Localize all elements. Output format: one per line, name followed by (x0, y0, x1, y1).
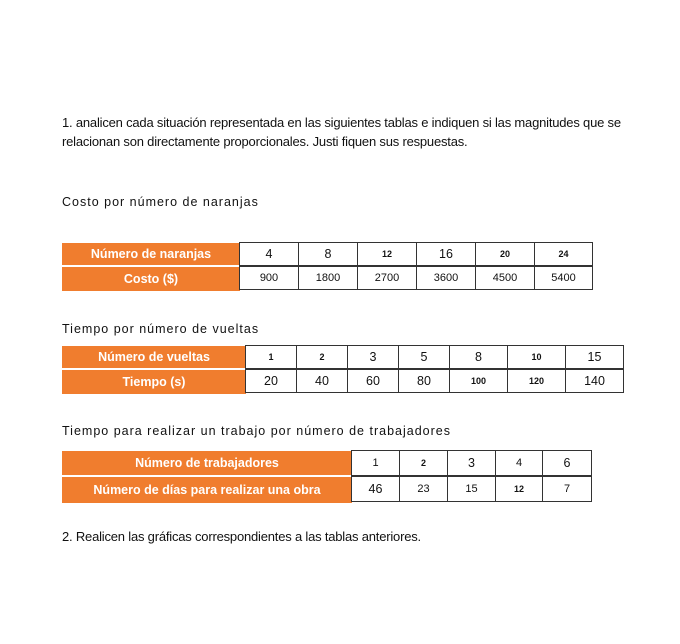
table-cell: 24 (534, 242, 593, 266)
table-cell: 1800 (298, 266, 358, 290)
table-cell: 46 (351, 476, 400, 502)
table-cell: 40 (296, 369, 348, 393)
table-3-title: Tiempo para realizar un trabajo por número de trabajadores (62, 424, 451, 438)
table-cell: 7 (542, 476, 592, 502)
table-row (62, 243, 593, 267)
row-header: Número de naranjas (62, 243, 240, 267)
table-cell: 6 (542, 450, 592, 476)
table-cell: 4500 (475, 266, 535, 290)
table-cell: 2 (399, 450, 448, 476)
table-cell: 8 (449, 345, 508, 369)
table-2-title: Tiempo por número de vueltas (62, 322, 260, 336)
row-header: Número de trabajadores (62, 451, 352, 477)
table-cell: 100 (449, 369, 508, 393)
table-cell: 80 (398, 369, 450, 393)
table-cell: 8 (298, 242, 358, 266)
table-cell: 3 (447, 450, 496, 476)
table-row (62, 346, 624, 370)
table-cell: 2 (296, 345, 348, 369)
table-cell: 23 (399, 476, 448, 502)
question-1-text: 1. analicen cada situación representada en las siguientes tablas e indiquen si las magnitudes que se relacionan son directamente proporcionales. Justi fiquen sus respuestas. (62, 115, 621, 149)
table-row (62, 267, 593, 291)
table-cell: 10 (507, 345, 566, 369)
table-cell: 5400 (534, 266, 593, 290)
table-cell: 60 (347, 369, 399, 393)
table-cell: 20 (475, 242, 535, 266)
table-row (62, 451, 592, 477)
table-cell: 1 (245, 345, 297, 369)
table-cell: 4 (239, 242, 299, 266)
table-oranges-cost (62, 243, 593, 291)
table-cell: 12 (495, 476, 543, 502)
table-workers-days (62, 451, 592, 503)
table-cell: 120 (507, 369, 566, 393)
question-2-text: 2. Realicen las gráficas correspondientes a las tablas anteriores. (62, 529, 421, 544)
table-1-title: Costo por número de naranjas (62, 195, 259, 209)
table-laps-time (62, 346, 624, 394)
table-cell: 140 (565, 369, 624, 393)
table-cell: 16 (416, 242, 476, 266)
table-cell: 15 (447, 476, 496, 502)
row-header: Tiempo (s) (62, 370, 246, 394)
row-header: Número de días para realizar una obra (62, 477, 352, 503)
table-row (62, 370, 624, 394)
table-cell: 2700 (357, 266, 417, 290)
table-row (62, 477, 592, 503)
table-cell: 3600 (416, 266, 476, 290)
table-cell: 3 (347, 345, 399, 369)
row-header: Costo ($) (62, 267, 240, 291)
table-cell: 4 (495, 450, 543, 476)
table-cell: 1 (351, 450, 400, 476)
table-cell: 5 (398, 345, 450, 369)
table-cell: 900 (239, 266, 299, 290)
table-cell: 20 (245, 369, 297, 393)
table-cell: 12 (357, 242, 417, 266)
table-cell: 15 (565, 345, 624, 369)
row-header: Número de vueltas (62, 346, 246, 370)
